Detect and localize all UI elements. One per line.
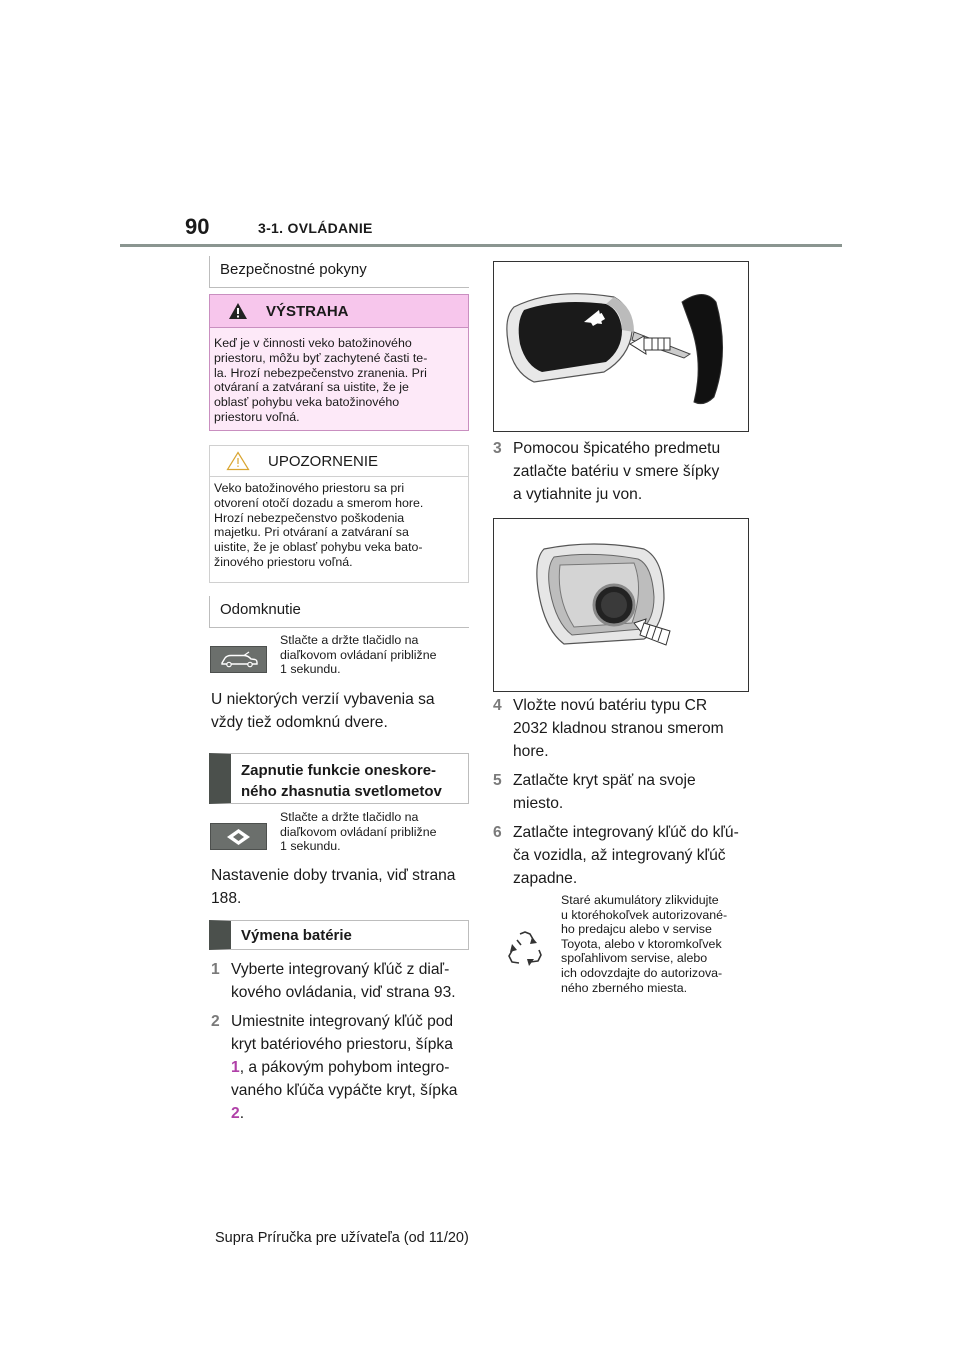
headlight-delay-note: Nastavenie doby trvania, viď strana 188. [211,867,456,907]
warning-title: VÝSTRAHA [266,302,349,320]
warning-text: Keď je v činnosti veko batožinového priestoru, môžu byť zachytené časti te- la. Hrozí nebezpečenstvo zranenia. Pri otváraní a zatváraní sa uistite, že je oblasť pohybu veka batožinového priestoru voľná. [214,336,428,424]
notice-title: UPOZORNENIE [268,452,379,470]
recycle-note: Staré akumulátory zlikvidujte u ktoréhokoľvek autorizované- ho predajcu alebo v servise Toyota, alebo v ktoromkoľvek spoľahlivom servise, alebo ich odovzdajte do autorizova- ného zberného miesta. [561,893,728,995]
arrow-ref-1: 1 [231,1059,240,1076]
arrow-ref-2: 2 [231,1105,240,1122]
chapter-title: 3-1. OVLÁDANIE [258,220,373,236]
step-6: 6 Zatlačte integrovaný kľúč do kľú- ča vozidla, až integrovaný kľúč zapadne. [493,824,739,887]
warning-box [209,294,469,431]
battery-steps-left [211,958,473,1125]
footer-manual-title: Supra Príručka pre užívateľa (od 11/20) [215,1230,469,1246]
unlock-instruction: Stlačte a držte tlačidlo na diaľkovom ovládaní približne 1 sekundu. [280,633,437,677]
notice-text: Veko batožinového priestoru sa pri otvorení otočí dozadu a smerom hore. Hrozí nebezpečenstvo poškodenia majetku. Pri otváraní a zatváraní sa uistite, že je oblasť pohybu veka bato- žinového priestoru voľná. [214,481,424,569]
caution-triangle-icon [226,451,250,471]
warning-header [210,295,468,328]
warning-triangle-icon [228,302,248,320]
notice-header [210,446,468,477]
unlock-heading: Odomknutie [209,596,469,628]
step-5: 5 Zatlačte kryt späť na svoje miesto. [493,772,696,812]
step-1: 1 Vyberte integrovaný kľúč z diaľ- kového ovládania, viď strana 93. [211,961,456,1001]
recycle-icon [504,928,546,970]
unlock-note: U niektorých verzií vybavenia sa vždy tiež odomknú dvere. [211,691,435,731]
step-2: 2 Umiestnite integrovaný kľúč pod kryt batériového priestoru, šípka 1, a pákovým pohybom integro- vaného kľúča vypáčte kryt, šípka 2. [211,1013,458,1122]
step-4: 4 Vložte novú batériu typu CR 2032 kladnou stranou smerom hore. [493,697,724,760]
page-number: 90 [185,214,210,239]
remote-light-button-icon [210,823,267,850]
step-3: 3 Pomocou špicatého predmetu zatlačte batériu v smere šípky a vytiahnite ju von. [493,440,721,503]
safety-heading: Bezpečnostné pokyny [209,256,469,288]
battery-replacement-heading: Výmena batérie [209,920,469,950]
headlight-delay-instruction: Stlačte a držte tlačidlo na diaľkovom ovládaní približne 1 sekundu. [280,810,437,854]
battery-steps-right [493,694,755,890]
header-divider [120,244,842,247]
headlight-delay-heading: Zapnutie funkcie oneskore- ného zhasnutia svetlometov [209,753,469,804]
notice-box [209,445,469,583]
remote-trunk-button-icon [210,646,267,673]
battery-removal-image [493,518,749,692]
key-cover-removal-image [493,261,749,432]
